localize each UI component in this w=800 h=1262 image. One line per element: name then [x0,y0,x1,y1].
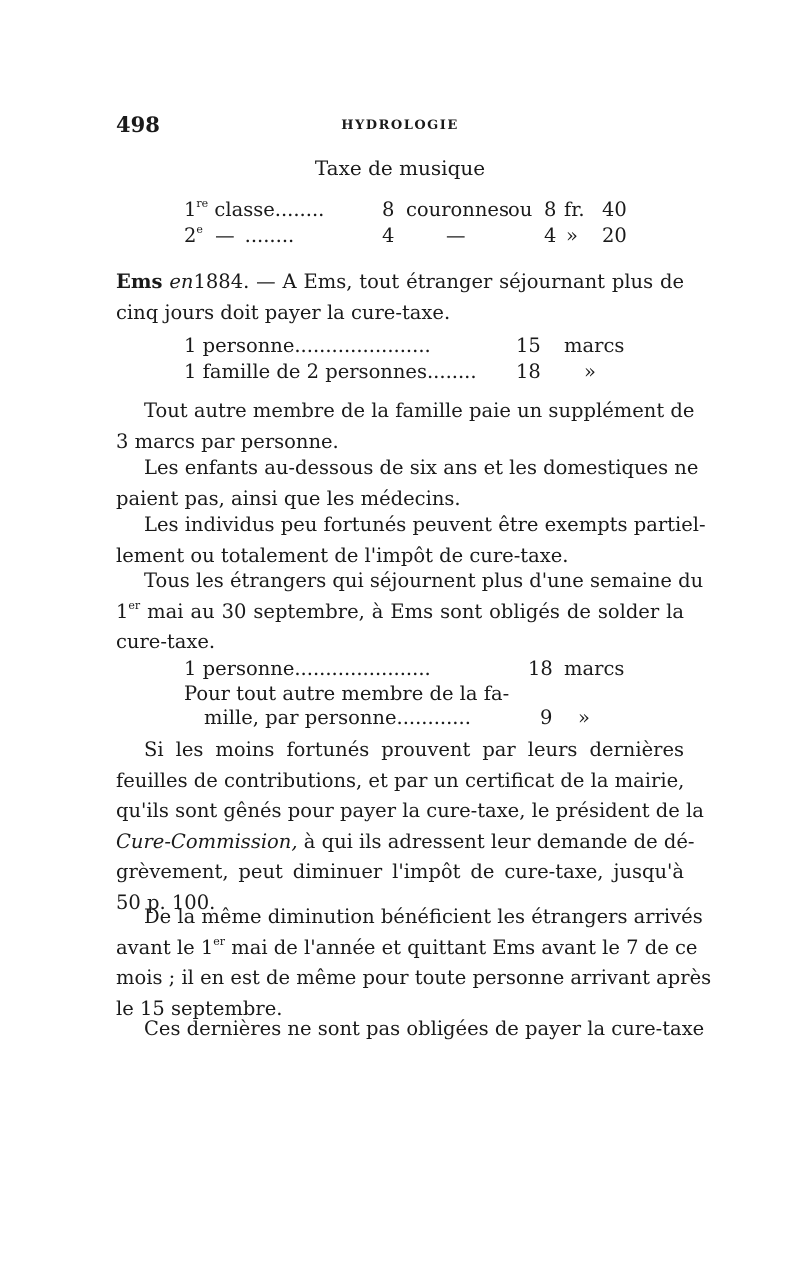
text-line: feuilles de contributions, et par un certificat de la mairie, [116,768,685,792]
text-line: Les individus peu fortunés peuvent être exempts partiel- [144,513,706,536]
ordinal-superscript: er [213,934,226,948]
paragraph-these-last [116,1014,705,1045]
text-run: — A Ems, tout étranger séjournant plus de [249,270,685,293]
text-line [116,267,684,298]
item-label: Pour tout autre membre de la fa- [184,682,510,705]
ordinal-superscript: er [128,598,141,612]
class-label [184,198,324,221]
dot-leader: ........ [244,224,295,247]
list-item [204,706,590,729]
franc-amount: 4 [544,224,557,247]
unit: — [446,224,466,247]
dot-leader: ........ [274,198,325,221]
text-line: mois ; il en est de même pour toute personne arrivant après [116,966,712,989]
class-number: 2 [184,224,197,247]
running-head: HYDROLOGIE [341,118,459,133]
place-name: Ems [116,270,163,293]
class-text: classe [214,198,275,221]
page-number: 498 [116,112,160,137]
text-line: qu'ils sont gênés pour payer la cure-taxe, le président de la [116,799,704,822]
text-line [116,933,698,964]
list-item [184,657,625,680]
dot-leader: ...................... [294,334,431,357]
item-label: 1 personne [184,657,295,680]
text-line: lement ou totalement de l'impôt de cure-taxe. [116,543,569,567]
amount: 4 [382,224,395,247]
paragraph-supplement [116,396,695,457]
text-run: mai au 30 septembre, à Ems sont obligés de solder la [140,599,684,623]
italic-term: Cure-Commission, [116,829,298,853]
franc-cents: 20 [602,224,627,247]
text-line: De la même diminution bénéficient les étrangers arrivés [144,905,703,928]
franc-amount: 8 [544,198,557,221]
text-line [116,827,695,858]
ordinal-number: 1 [116,599,129,623]
item-amount: 9 [540,706,553,729]
text-line: paient pas, ainsi que les médecins. [116,486,461,510]
text-line: cinq jours doit payer la cure-taxe. [116,300,451,324]
section-title: Taxe de musique [314,156,486,180]
amount: 8 [382,198,395,221]
text-line: 3 marcs par personne. [116,429,339,453]
class-text: — [215,224,235,247]
item-amount: 18 [516,360,541,383]
dot-leader: ...................... [294,657,431,680]
class-superscript: e [196,223,203,236]
text-run: à qui ils adressent leur demande de dé- [297,829,695,853]
text-line: grèvement, peut diminuer l'impôt de cure-taxe, jusqu'à [116,860,684,883]
paragraph-exemptions [116,453,699,514]
item-amount: 15 [516,334,541,357]
or-word: ou [508,198,533,221]
paragraph-less-fortunate [116,735,704,918]
text-line: Les enfants au-dessous de six ans et les domestiques ne [144,456,699,479]
item-unit: » [584,360,596,383]
dot-leader: ............ [396,706,471,729]
page-header [116,112,684,138]
text-line: le 15 septembre. [116,996,283,1020]
class-label [184,224,294,247]
franc-cents: 40 [602,198,627,221]
text-line: 50 p. 100. [116,890,216,914]
list-item [184,334,625,357]
item-label: 1 personne [184,334,295,357]
item-amount: 18 [528,657,553,680]
class-superscript: re [196,197,209,210]
text-run: mai de l'année et quittant Ems avant le 7 de ce [225,935,698,959]
dot-leader: ........ [426,360,477,383]
paragraph-ems-1884 [116,267,684,328]
paragraph-all-foreigners [116,566,704,658]
text-line: Tout autre membre de la famille paie un supplément de [144,399,695,422]
list-item [184,682,509,705]
paragraph-partial-exemption [116,510,706,571]
franc-unit: fr. [564,198,585,221]
italic-word: en [169,270,194,293]
item-unit: » [578,706,590,729]
item-unit: marcs [564,657,625,680]
franc-unit: » [566,224,578,247]
text-line: Si les moins fortunés prouvent par leurs dernières [144,738,684,761]
text-line: Ces dernières ne sont pas obligées de payer la cure-taxe [144,1017,705,1040]
item-label: 1 famille de 2 personnes [184,360,427,383]
year: 1884. [193,270,250,293]
text-run: avant le [116,935,201,959]
paragraph-same-reduction [116,902,712,1024]
ordinal-number: 1 [200,935,214,959]
item-label: mille, par personne [204,706,397,729]
text-line: Tous les étrangers qui séjournent plus d'une semaine du [144,569,704,592]
text-line [116,597,684,628]
item-unit: marcs [564,334,625,357]
list-item [184,360,596,383]
class-number: 1 [184,198,197,221]
text-line: cure-taxe. [116,630,216,653]
unit: couronnes [406,198,509,221]
